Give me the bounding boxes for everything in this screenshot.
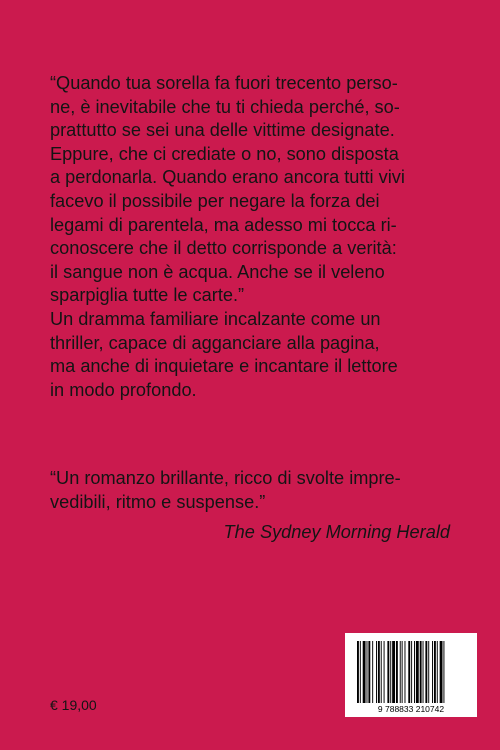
barcode-bar [428, 641, 429, 703]
barcode-bar [423, 641, 424, 703]
barcode-bar [416, 641, 419, 703]
blurb-line: ne, è inevitabile che tu ti chieda perché, so- [50, 96, 400, 117]
review-line: “Un romanzo brillante, ricco di svolte impre- [50, 468, 401, 488]
isbn-digits: 9 788833 210742 [377, 704, 445, 714]
barcode-graphic [345, 633, 477, 717]
barcode-bar [390, 641, 391, 703]
blurb-line: prattutto se sei una delle vittime designate. [50, 120, 395, 141]
barcode-bar [420, 641, 422, 703]
barcode-bar [381, 641, 382, 703]
blurb-line: sparpiglia tutte le carte.” [50, 285, 245, 306]
blurb-line: thriller, capace di agganciare alla pagina, [50, 332, 380, 353]
blurb-line: conoscere che il detto corrisponde a verità: [50, 238, 397, 259]
barcode-bar [396, 641, 398, 703]
barcode-bar [367, 641, 368, 703]
blurb-line: in modo profondo. [50, 379, 197, 400]
barcode-bar [434, 641, 436, 703]
barcode-bar [392, 641, 395, 703]
barcode-bar [443, 641, 444, 703]
blurb-line: a perdonarla. Quando erano ancora tutti vivi [50, 167, 405, 188]
blurb-line: Eppure, che ci crediate o no, sono disposta [50, 143, 399, 164]
barcode-bar [384, 641, 385, 703]
barcode-bar [437, 641, 438, 703]
review-quote [50, 467, 450, 514]
blurb-text [50, 72, 450, 402]
barcode-bar [363, 641, 366, 703]
barcode-bar [360, 641, 361, 703]
price-label: € 19,00 [50, 697, 97, 713]
review-line: vedibili, ritmo e suspense.” [50, 491, 266, 512]
blurb-line: legami di parentela, ma adesso mi tocca ri- [50, 214, 397, 235]
barcode-bar [372, 641, 373, 703]
blurb-line: Un dramma familiare incalzante come un [50, 308, 381, 329]
barcode-bar [368, 641, 370, 703]
barcode-bar [432, 641, 433, 703]
blurb-line: facevo il possibile per negare la forza dei [50, 190, 380, 211]
barcode-bar [357, 641, 359, 703]
barcode-bar [400, 641, 401, 703]
barcode-bar [440, 641, 443, 703]
barcode-bar [405, 641, 406, 703]
blurb-line: il sangue non è acqua. Anche se il veleno [50, 261, 385, 282]
barcode-bar [387, 641, 389, 703]
barcode-bar [414, 641, 415, 703]
barcode-bar [408, 641, 410, 703]
blurb-line: “Quando tua sorella fa fuori trecento perso- [50, 73, 398, 93]
barcode-bar [411, 641, 412, 703]
blurb-line: ma anche di inquietare e incantare il lettore [50, 356, 398, 377]
barcode-bar [378, 641, 380, 703]
review-source: The Sydney Morning Herald [223, 522, 450, 542]
barcode-bar [402, 641, 403, 703]
isbn-barcode [345, 633, 477, 717]
barcode-bar [376, 641, 377, 703]
barcode-bar [425, 641, 427, 703]
